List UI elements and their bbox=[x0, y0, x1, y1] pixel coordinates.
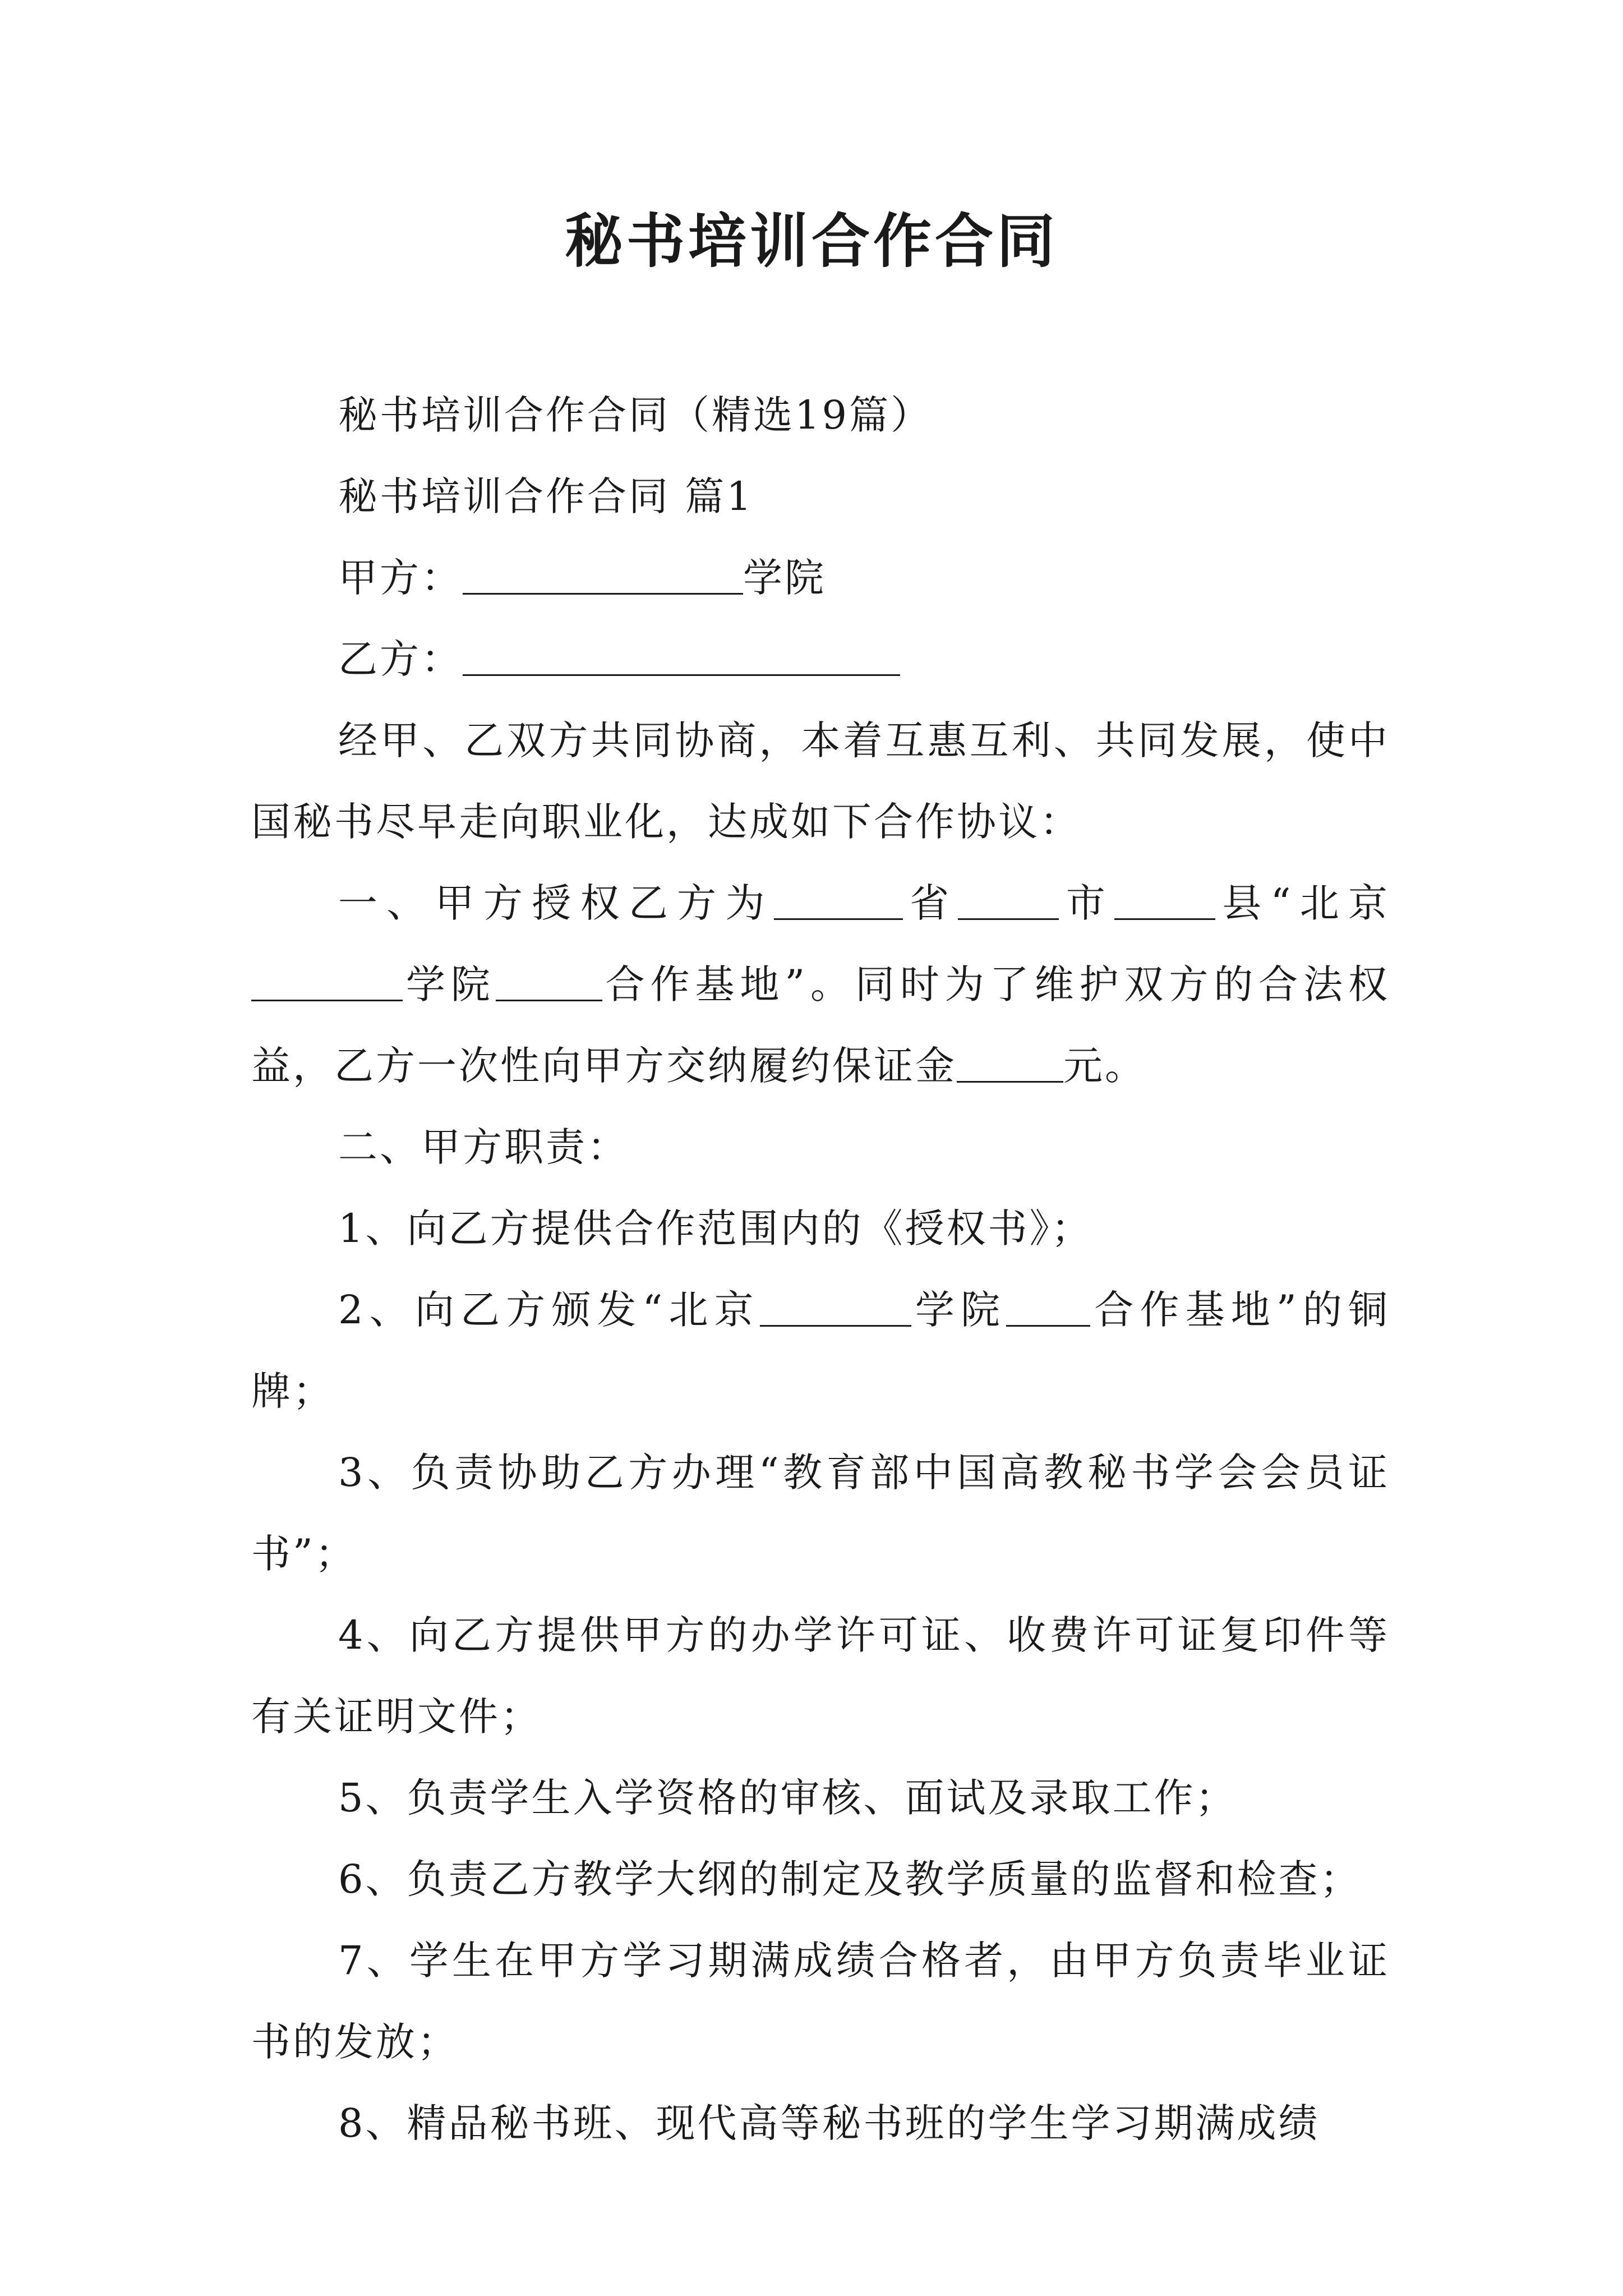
plaque-college-blank bbox=[760, 1289, 911, 1327]
party-a-line bbox=[251, 537, 1390, 619]
document-body bbox=[251, 375, 1390, 2164]
intro-paragraph: 经甲、乙双方共同协商，本着互惠互利、共同发展，使中国秘书尽早走向职业化，达成如下合作协议： bbox=[251, 717, 1390, 845]
city-blank bbox=[958, 882, 1059, 920]
clause-1-text-b: 省 bbox=[902, 880, 958, 926]
duty-item-8: 8、精品秘书班、现代高等秘书班的学生学习期满成绩 bbox=[338, 2100, 1320, 2146]
county-blank bbox=[1114, 882, 1215, 920]
clause-1-text-a: 一、甲方授权乙方为 bbox=[338, 880, 774, 926]
duty-item-5: 5、负责学生入学资格的审核、面试及录取工作； bbox=[338, 1775, 1237, 1821]
clause-1-text-c: 市 bbox=[1059, 880, 1115, 926]
duty-item-2-text-b: 学院 bbox=[911, 1287, 1007, 1333]
plaque-base-blank bbox=[1006, 1289, 1090, 1327]
duty-item-2-text-a: 2、向乙方颁发“北京 bbox=[338, 1287, 760, 1333]
duty-item-2 bbox=[251, 1269, 1390, 1432]
deposit-blank bbox=[957, 1045, 1063, 1083]
party-a-blank bbox=[463, 557, 743, 595]
duty-item-6: 6、负责乙方教学大纲的制定及教学质量的监督和检查； bbox=[338, 1856, 1362, 1902]
base-blank bbox=[496, 964, 602, 1001]
clause-1-text-f: 合作基地”。同时为了维护双方的合法权益，乙方一次性向甲方交纳履约保证金 bbox=[251, 961, 1390, 1089]
clause-1-text-e: 学院 bbox=[403, 961, 496, 1007]
document-title: 秘书培训合作合同 bbox=[564, 206, 1058, 275]
clause-1 bbox=[251, 863, 1390, 1107]
document-subtitle: 秘书培训合作合同（精选19篇） bbox=[338, 392, 933, 438]
section-heading: 秘书培训合作合同 篇1 bbox=[338, 473, 754, 519]
duty-item-2-text-c: 合作基地”的铜牌； bbox=[251, 1287, 1390, 1414]
clause-2-heading: 二、甲方职责： bbox=[338, 1124, 629, 1170]
party-a-label: 甲方： bbox=[338, 555, 463, 601]
clause-1-text-g: 元。 bbox=[1063, 1043, 1146, 1089]
party-b-line bbox=[251, 619, 1390, 700]
duty-item-7: 7、学生在甲方学习期满成绩合格者，由甲方负责毕业证书的发放； bbox=[251, 1938, 1390, 2065]
party-b-blank bbox=[463, 638, 900, 676]
clause-1-text-d: 县“北京 bbox=[1215, 880, 1390, 926]
duty-item-3: 3、负责协助乙方办理“教育部中国高教秘书学会会员证书”； bbox=[251, 1450, 1390, 1577]
province-blank bbox=[774, 882, 903, 920]
college-blank bbox=[251, 964, 403, 1001]
party-b-label: 乙方： bbox=[338, 636, 463, 682]
duty-item-1: 1、向乙方提供合作范围内的《授权书》； bbox=[338, 1205, 1093, 1251]
party-a-suffix: 学院 bbox=[743, 555, 826, 601]
duty-item-4: 4、向乙方提供甲方的办学许可证、收费许可证复印件等有关证明文件； bbox=[251, 1612, 1390, 1740]
